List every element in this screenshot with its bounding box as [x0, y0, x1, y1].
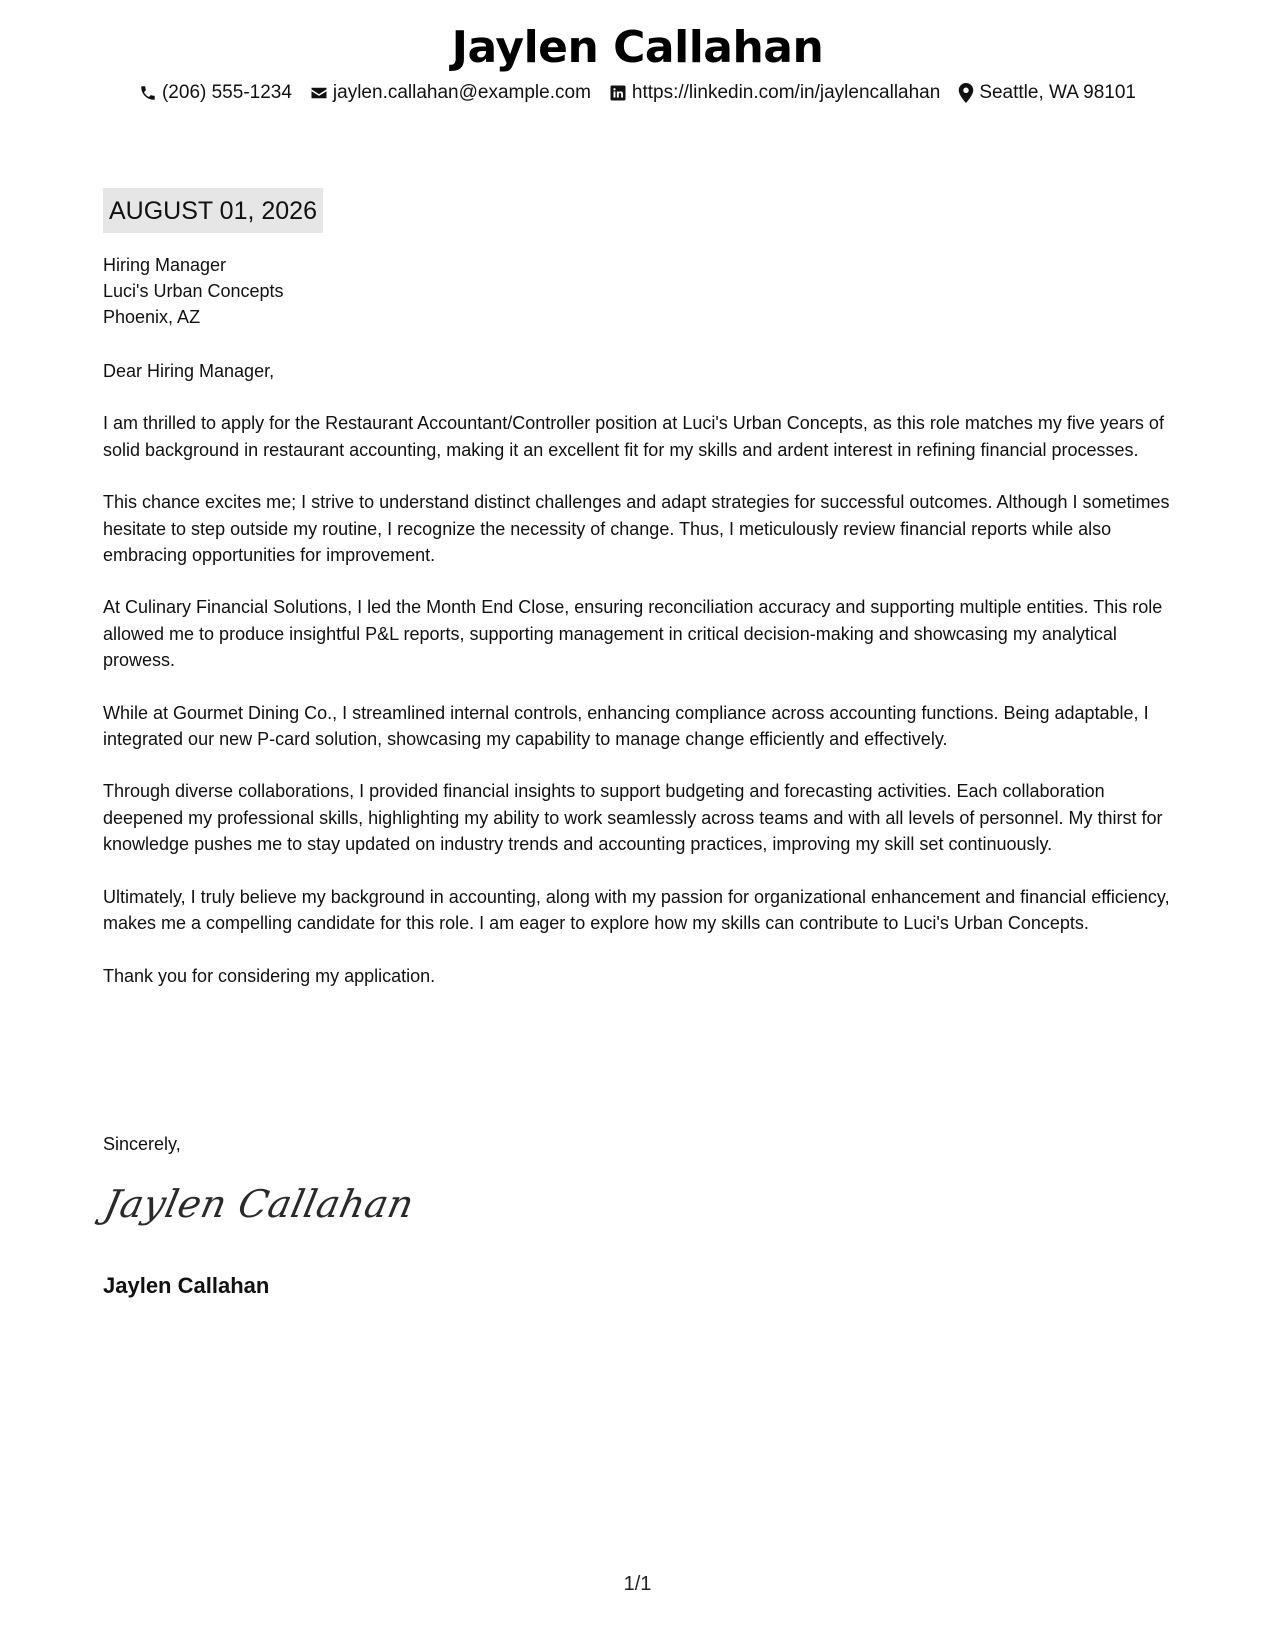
- phone-icon: [139, 84, 157, 102]
- contact-email[interactable]: [310, 82, 591, 104]
- phone-text: (206) 555-1234: [161, 82, 292, 103]
- linkedin-icon: [609, 84, 627, 102]
- recipient-title: Hiring Manager: [103, 255, 227, 275]
- body-paragraph: I am thrilled to apply for the Restaurant Accountant/Controller position at Luci's Urban Concepts, as this role matches my five years of solid background in restaurant accounting, making it an excellent fit for my skills and ardent interest in refining financial processes.: [103, 413, 1164, 460]
- envelope-icon: [310, 84, 328, 102]
- location-text: Seattle, WA 98101: [979, 82, 1136, 103]
- body-paragraph: Ultimately, I truly believe my background in accounting, along with my passion for organizational enhancement and financial efficiency, makes me a compelling candidate for this role. I am eager to explore how my skills can contribute to Luci's Urban Concepts.: [103, 886, 1170, 934]
- linkedin-link[interactable]: https://linkedin.com/in/jaylencallahan: [631, 82, 941, 103]
- contact-location: [958, 82, 1136, 104]
- map-pin-icon: [958, 83, 974, 103]
- contact-linkedin[interactable]: [609, 82, 940, 104]
- handwritten-signature: Jaylen Callahan: [100, 1182, 419, 1226]
- email-link[interactable]: jaylen.callahan@example.com: [332, 82, 591, 103]
- letter-header: [0, 20, 1275, 104]
- letter-date: AUGUST 01, 2026: [103, 188, 323, 233]
- body-paragraph: While at Gourmet Dining Co., I streamlined internal controls, enhancing compliance across accounting functions. Being adaptable, I integrated our new P-card solution, showcasing my capability to manage change efficiently and effectively.: [103, 702, 1149, 750]
- recipient-block: [103, 252, 1183, 330]
- recipient-company: Luci's Urban Concepts: [103, 281, 284, 301]
- signer-name: Jaylen Callahan: [103, 1273, 270, 1298]
- body-paragraph: Through diverse collaborations, I provided financial insights to support budgeting and forecasting activities. Each collaboration deepened my professional skills, highlighting my ability to work seamlessly across teams and with all levels of personnel. My thirst for knowledge pushes me to stay updated on industry trends and accounting practices, improving my skill set continuously.: [103, 781, 1163, 855]
- closing: Sincerely,: [103, 1134, 181, 1154]
- contact-info: [0, 82, 1275, 104]
- contact-phone: [139, 82, 292, 104]
- page-number: 1/1: [623, 1573, 652, 1595]
- body-paragraph: This chance excites me; I strive to understand distinct challenges and adapt strategies for successful outcomes. Although I sometimes hesitate to step outside my routine, I recognize the necessity of change. Thus, I meticulously review financial reports while also embracing opportunities for improvement.: [103, 492, 1170, 566]
- body-paragraph: At Culinary Financial Solutions, I led the Month End Close, ensuring reconciliation accuracy and supporting multiple entities. This role allowed me to produce insightful P&L reports, supporting management in critical decision-making and showcasing my analytical prowess.: [103, 597, 1163, 671]
- letter-body: [103, 252, 1183, 1015]
- salutation: Dear Hiring Manager,: [103, 361, 275, 381]
- applicant-name: Jaylen Callahan: [451, 22, 824, 73]
- thank-you-line: Thank you for considering my application.: [103, 965, 436, 986]
- recipient-location: Phoenix, AZ: [103, 307, 201, 327]
